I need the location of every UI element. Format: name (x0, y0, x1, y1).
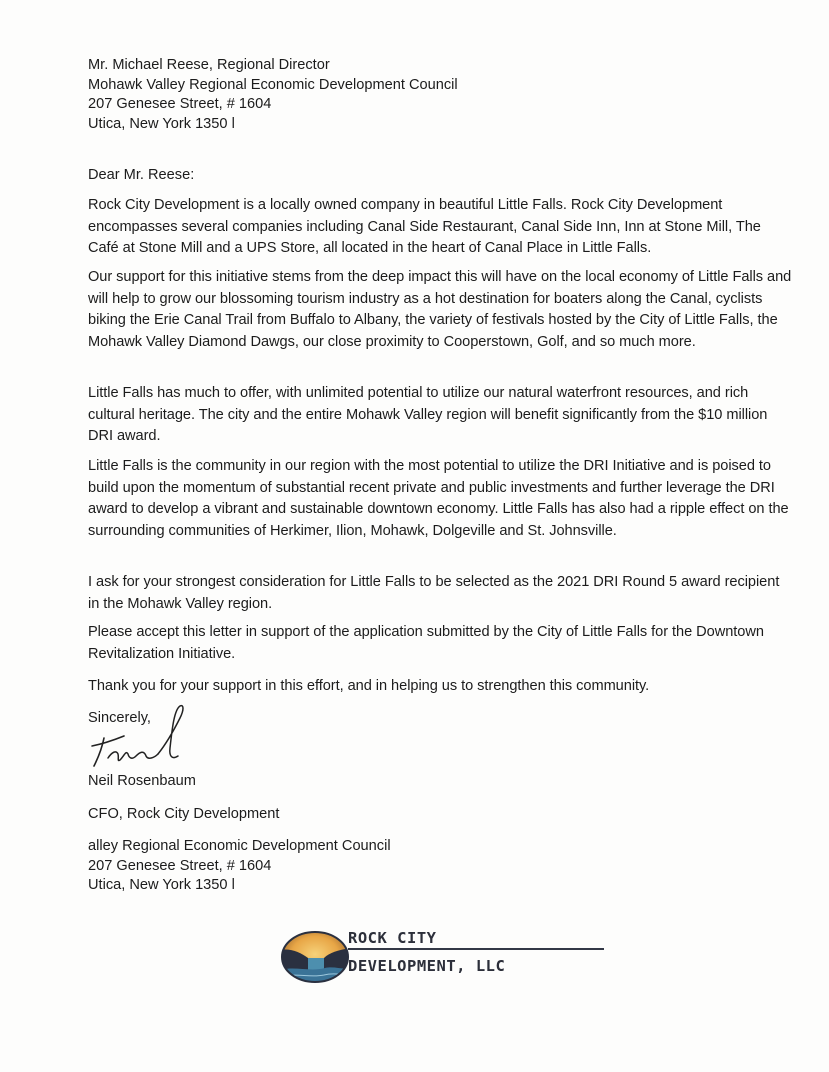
closing: Sincerely, (88, 710, 151, 726)
body-paragraph-5: I ask for your strongest consideration for Little Falls to be selected as the 2021 DRI Round 5 award recipient in the Mohawk Valley region. (88, 574, 780, 612)
handwritten-signature (84, 700, 194, 778)
recipient-name-line: Mr. Michael Reese, Regional Director (88, 57, 330, 73)
footer-street-line: 207 Genesee Street, # 1604 (88, 857, 272, 874)
body-paragraph-2: Our support for this initiative stems from the deep impact this will have on the local economy of Little Falls and will help to grow our blossoming tourism industry as a hot destination for boaters along the Canal, cyclists biking the Erie Canal Trail from Buffalo to Albany, the variety of festivals hosted by the City of Little Falls, the Mohawk Valley Diamond Dawgs, our close proximity to Cooperstown, Golf, and so much more. (88, 269, 792, 350)
logo-text-line-1: ROCK CITY (348, 929, 437, 947)
salutation: Dear Mr. Reese: (88, 167, 195, 183)
footer-address-block (88, 837, 391, 896)
footer-org-line: alley Regional Economic Development Council (88, 838, 391, 854)
body-paragraph-7: Thank you for your support in this effort, and in helping us to strengthen this community. (88, 678, 650, 694)
company-logo (280, 927, 610, 987)
logo-text-line-2: DEVELOPMENT, LLC (348, 957, 506, 975)
recipient-city-line: Utica, New York 1350 l (88, 115, 235, 132)
recipient-address-block (88, 56, 458, 134)
signer-name: Neil Rosenbaum (88, 773, 196, 789)
footer-city-line: Utica, New York 1350 l (88, 877, 235, 893)
body-paragraph-6: Please accept this letter in support of the application submitted by the City of Little Falls for the Downtown Revitalization Initiative. (88, 624, 764, 662)
body-paragraph-4: Little Falls is the community in our region with the most potential to utilize the DRI Initiative and is poised to build upon the momentum of substantial recent private and public investments and further leverage the DRI award to develop a vibrant and sustainable downtown economy. Little Falls has also had a ripple effect on the surrounding communities of Herkimer, Ilion, Mohawk, Dolgeville and St. Johnsville. (88, 458, 789, 539)
body-paragraph-1: Rock City Development is a locally owned company in beautiful Little Falls. Rock City Development encompasses several companies including Canal Side Restaurant, Canal Side Inn, Inn at Stone Mill, The Café at Stone Mill and a UPS Store, all located in the heart of Canal Place in Little Falls. (88, 197, 761, 256)
recipient-org-line: Mohawk Valley Regional Economic Development Council (88, 76, 458, 93)
recipient-street-line: 207 Genesee Street, # 1604 (88, 96, 272, 112)
sunset-waterfall-emblem-icon (280, 930, 350, 984)
body-paragraph-3: Little Falls has much to offer, with unlimited potential to utilize our natural waterfront resources, and rich cultural heritage. The city and the entire Mohawk Valley region will benefit significantly from the $10 million DRI award. (88, 385, 768, 444)
signer-title: CFO, Rock City Development (88, 806, 280, 822)
logo-divider-rule (348, 948, 604, 950)
